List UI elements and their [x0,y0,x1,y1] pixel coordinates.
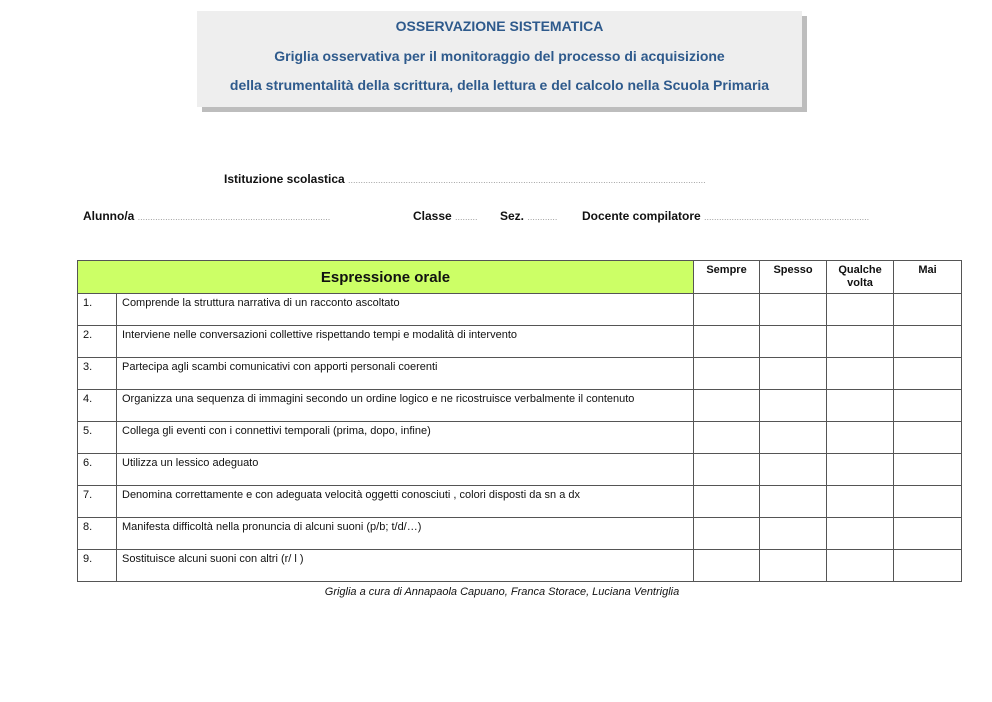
istituzione-field[interactable] [224,172,706,186]
cell-sempre[interactable] [694,422,760,454]
cell-sempre[interactable] [694,390,760,422]
cell-mai[interactable] [894,390,962,422]
cell-spesso[interactable] [760,518,827,550]
istituzione-dots: ............................................................................................................................................... [348,175,706,185]
cell-qualche-volta[interactable] [827,326,894,358]
header-subtitle-2: della strumentalità della scrittura, della lettura e del calcolo nella Scuola Primaria [229,77,770,93]
cell-qualche-volta[interactable] [827,390,894,422]
row-text: Partecipa agli scambi comunicativi con apporti personali coerenti [117,358,694,390]
row-text: Denomina correttamente e con adeguata velocità oggetti conosciuti , colori disposti da sn a dx [117,486,694,518]
cell-qualche-volta[interactable] [827,358,894,390]
istituzione-label: Istituzione scolastica [224,172,345,186]
cell-mai[interactable] [894,550,962,582]
cell-spesso[interactable] [760,454,827,486]
col-mai: Mai [894,261,962,294]
docente-field[interactable] [582,209,869,223]
cell-qualche-volta[interactable] [827,454,894,486]
cell-qualche-volta[interactable] [827,486,894,518]
cell-spesso[interactable] [760,294,827,326]
row-number: 4. [78,390,117,422]
cell-mai[interactable] [894,486,962,518]
row-number: 2. [78,326,117,358]
cell-mai[interactable] [894,326,962,358]
cell-sempre[interactable] [694,518,760,550]
cell-sempre[interactable] [694,326,760,358]
docente-label: Docente compilatore [582,209,701,223]
table-row [78,550,962,582]
cell-spesso[interactable] [760,358,827,390]
alunno-field[interactable] [83,209,330,223]
footer-credits: Griglia a cura di Annapaola Capuano, Franca Storace, Luciana Ventriglia [324,586,680,598]
cell-mai[interactable] [894,518,962,550]
table-row [78,486,962,518]
cell-qualche-volta[interactable] [827,550,894,582]
cell-sempre[interactable] [694,294,760,326]
section-title: Espressione orale [78,261,694,294]
row-number: 7. [78,486,117,518]
table-row [78,422,962,454]
cell-spesso[interactable] [760,422,827,454]
table-row [78,518,962,550]
cell-spesso[interactable] [760,486,827,518]
cell-mai[interactable] [894,422,962,454]
cell-qualche-volta[interactable] [827,422,894,454]
row-number: 1. [78,294,117,326]
cell-mai[interactable] [894,294,962,326]
row-number: 9. [78,550,117,582]
cell-sempre[interactable] [694,486,760,518]
classe-field[interactable] [413,209,478,223]
row-number: 6. [78,454,117,486]
row-number: 5. [78,422,117,454]
cell-sempre[interactable] [694,550,760,582]
row-text: Comprende la struttura narrativa di un racconto ascoltato [117,294,694,326]
col-sempre: Sempre [694,261,760,294]
alunno-label: Alunno/a [83,209,135,223]
cell-sempre[interactable] [694,454,760,486]
row-number: 8. [78,518,117,550]
table-row [78,358,962,390]
col-qualche-volta: Qualche volta [827,261,894,294]
row-text: Collega gli eventi con i connettivi temporali (prima, dopo, infine) [117,422,694,454]
sez-label: Sez. [500,209,525,223]
cell-spesso[interactable] [760,390,827,422]
row-text: Sostituisce alcuni suoni con altri (r/ l ) [117,550,694,582]
header-subtitle-1: Griglia osservativa per il monitoraggio del processo di acquisizione [274,48,725,64]
table-row [78,390,962,422]
cell-sempre[interactable] [694,358,760,390]
row-text: Utilizza un lessico adeguato [117,454,694,486]
cell-mai[interactable] [894,358,962,390]
cell-qualche-volta[interactable] [827,518,894,550]
cell-spesso[interactable] [760,326,827,358]
col-spesso: Spesso [760,261,827,294]
document-header [197,11,802,107]
cell-spesso[interactable] [760,550,827,582]
row-text: Interviene nelle conversazioni collettive rispettando tempi e modalità di intervento [117,326,694,358]
sez-dots: ............ [527,212,558,222]
table-row [78,294,962,326]
row-text: Manifesta difficoltà nella pronuncia di alcuni suoni (p/b; t/d/…) [117,518,694,550]
row-number: 3. [78,358,117,390]
cell-qualche-volta[interactable] [827,294,894,326]
sez-field[interactable] [500,209,557,223]
header-title: OSSERVAZIONE SISTEMATICA [395,18,604,34]
alunno-dots: ............................................................................. [137,212,331,222]
observation-grid [77,260,962,582]
cell-mai[interactable] [894,454,962,486]
classe-dots: ......... [455,212,478,222]
classe-label: Classe [413,209,452,223]
table-row [78,454,962,486]
table-row [78,326,962,358]
docente-dots: .................................................................. [704,212,870,222]
row-text: Organizza una sequenza di immagini secondo un ordine logico e ne ricostruisce verbalmente il contenuto [117,390,694,422]
